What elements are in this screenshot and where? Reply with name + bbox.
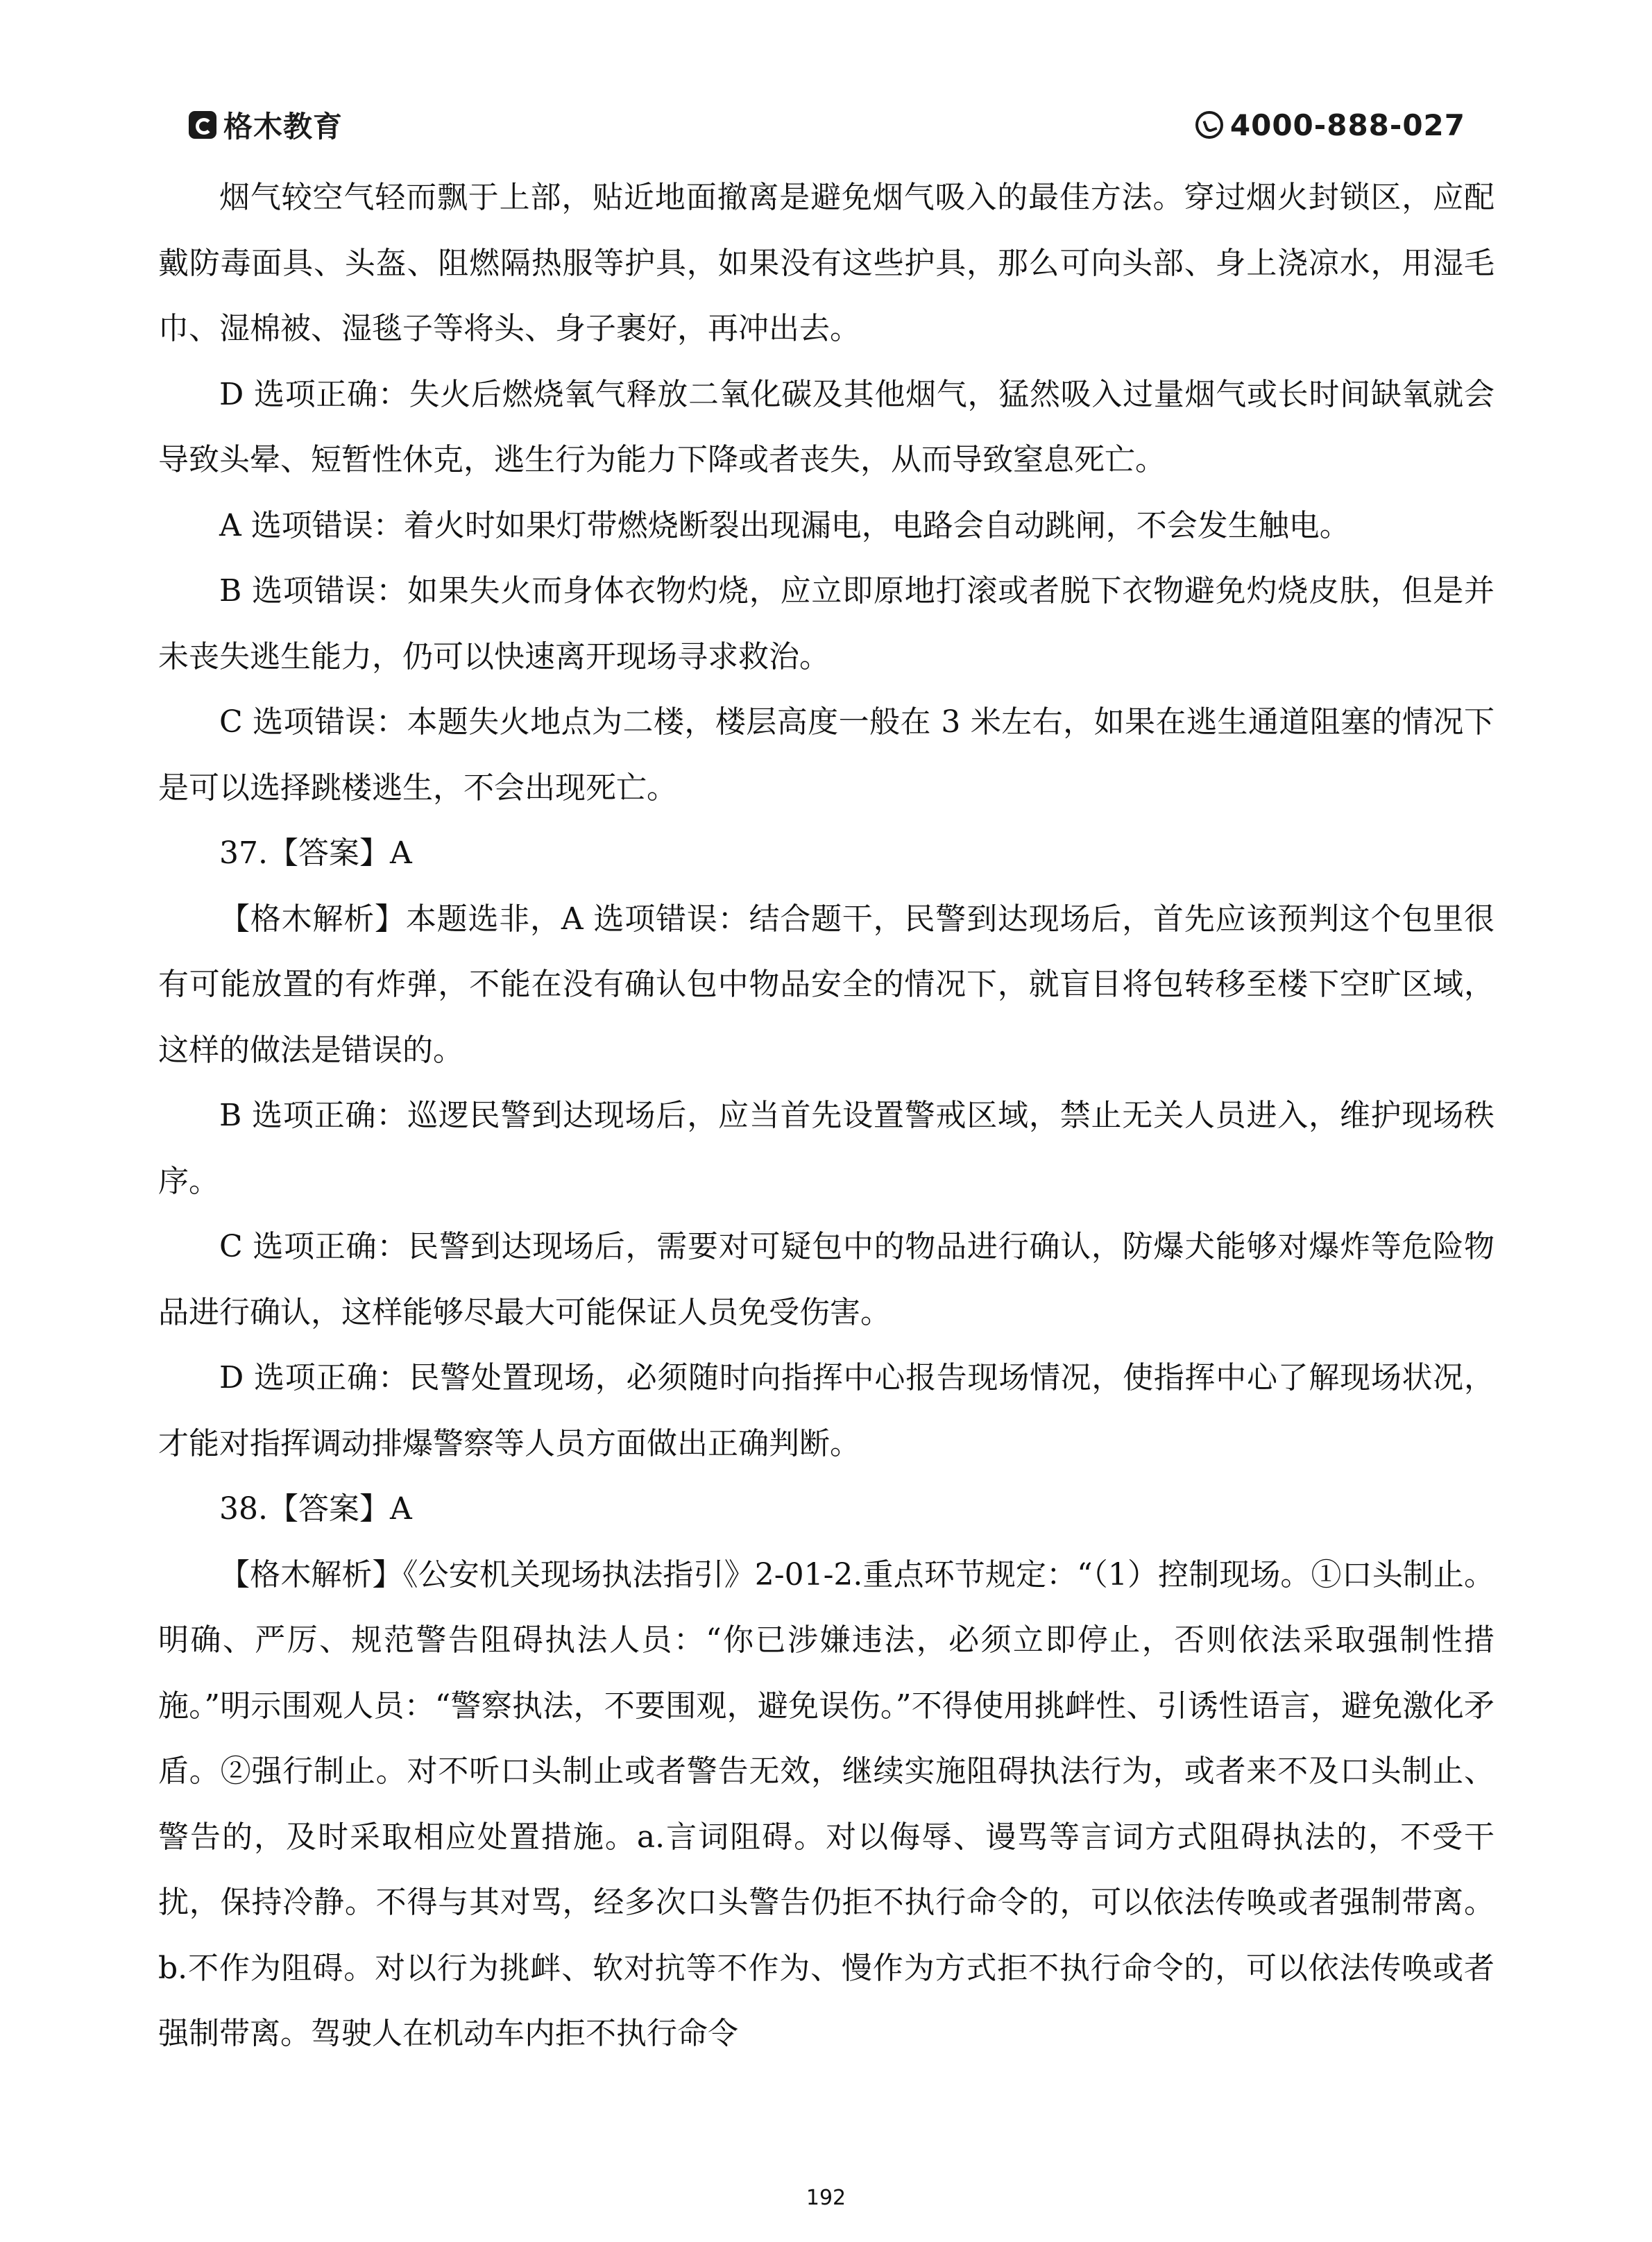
paragraph: 烟气较空气轻而飘于上部，贴近地面撤离是避免烟气吸入的最佳方法。穿过烟火封锁区，应配戴防毒面具、头盔、阻燃隔热服等护具，如果没有这些护具，那么可向头部、身上浇凉水，用湿毛巾、湿棉被、湿毯子等将头、身子裹好，再冲出去。 xyxy=(158,180,1495,346)
page-header xyxy=(189,101,1465,149)
answer-heading: 37.【答案】A xyxy=(219,835,412,871)
paragraph: C 选项错误：本题失火地点为二楼，楼层高度一般在 3 米左右，如果在逃生通道阻塞的情况下是可以选择跳楼逃生，不会出现死亡。 xyxy=(158,704,1495,806)
paragraph: D 选项正确：民警处置现场，必须随时向指挥中心报告现场情况，使指挥中心了解现场状况，才能对指挥调动排爆警察等人员方面做出正确判断。 xyxy=(158,1360,1495,1461)
hotline-number: 4000-888-027 xyxy=(1229,108,1465,142)
paragraph: A 选项错误：着火时如果灯带燃烧断裂出现漏电，电路会自动跳闸，不会发生触电。 xyxy=(219,507,1350,543)
brand-name: 格木教育 xyxy=(223,110,343,144)
brand-logo-icon xyxy=(189,111,216,139)
hotline xyxy=(1195,101,1465,149)
phone-icon xyxy=(1195,111,1223,139)
answer-heading: 38.【答案】A xyxy=(219,1491,412,1527)
paragraph: 【格木解析】《公安机关现场执法指引》2-01-2.重点环节规定：“（1）控制现场。①口头制止。明确、严厉、规范警告阻碍执法人员：“你已涉嫌违法，必须立即停止，否则依法采取强制性措施。”明示围观人员：“警察执法，不要围观，避免误伤。”不得使用挑衅性、引诱性语言，避免激化矛盾。②强行制止。对不听口头制止或者警告无效，继续实施阻碍执法行为，或者来不及口头制止、警告的，及时采取相应处置措施。a.言词阻碍。对以侮辱、谩骂等言词方式阻碍执法的，不受干扰，保持冷静。不得与其对骂，经多次口头警告仍拒不执行命令的，可以依法传唤或者强制带离。b.不作为阻碍。对以行为挑衅、软对抗等不作为、慢作为方式拒不执行命令的，可以依法传唤或者强制带离。驾驶人在机动车内拒不执行命令 xyxy=(158,1556,1495,2051)
body-text xyxy=(158,165,1495,2067)
paragraph: C 选项正确：民警到达现场后，需要对可疑包中的物品进行确认，防爆犬能够对爆炸等危险物品进行确认，这样能够尽最大可能保证人员免受伤害。 xyxy=(158,1229,1495,1330)
paragraph: D 选项正确：失火后燃烧氧气释放二氧化碳及其他烟气，猛然吸入过量烟气或长时间缺氧就会导致头晕、短暂性休克，逃生行为能力下降或者丧失，从而导致窒息死亡。 xyxy=(158,376,1495,477)
paragraph: B 选项正确：巡逻民警到达现场后，应当首先设置警戒区域，禁止无关人员进入，维护现场秩序。 xyxy=(158,1098,1495,1199)
brand-logo xyxy=(189,101,343,149)
paragraph: B 选项错误：如果失火而身体衣物灼烧，应立即原地打滚或者脱下衣物避免灼烧皮肤，但是并未丧失逃生能力，仍可以快速离开现场寻求救治。 xyxy=(158,573,1495,674)
paragraph: 【格木解析】本题选非，A 选项错误：结合题干，民警到达现场后，首先应该预判这个包里很有可能放置的有炸弹，不能在没有确认包中物品安全的情况下，就盲目将包转移至楼下空旷区域，这样的做法是错误的。 xyxy=(158,901,1495,1068)
page-number: 192 xyxy=(806,2186,846,2210)
